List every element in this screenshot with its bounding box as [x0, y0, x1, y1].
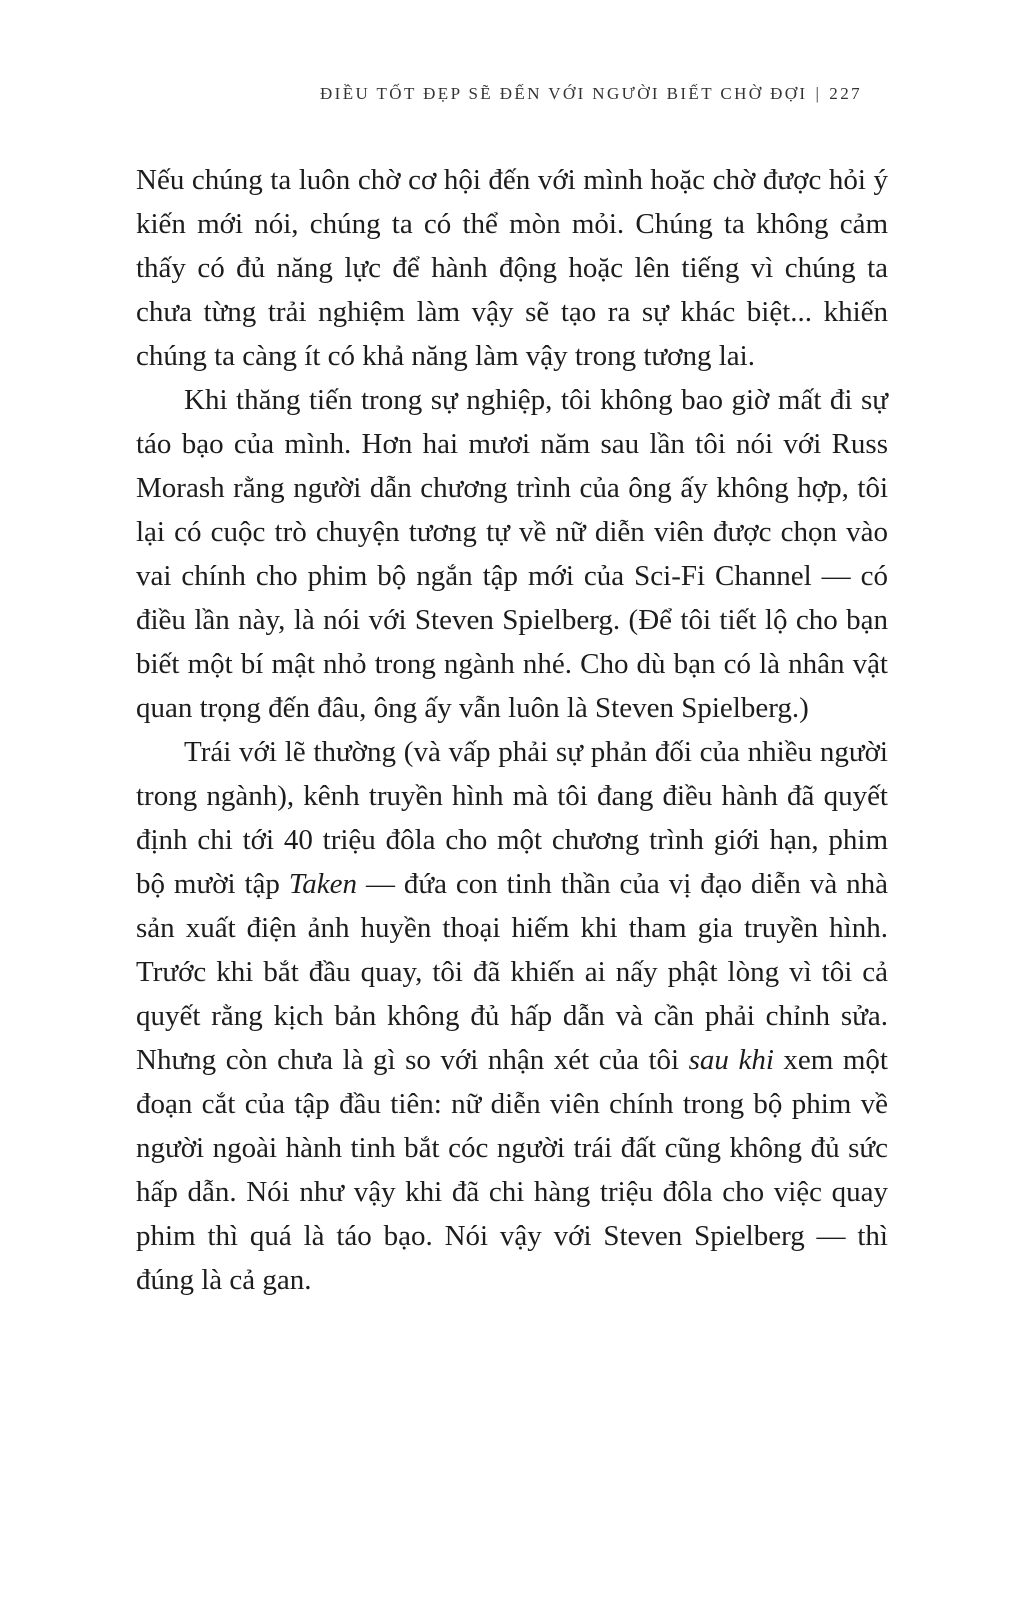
paragraph-3-text-3: xem một đoạn cắt của tập đầu tiên: nữ diễn viên chính trong bộ phim về người ngoài hành tinh bắt cóc người trái đất cũng không đủ sức hấp dẫn. Nói như vậy khi đã chi hàng triệu đôla cho việc quay phim thì quá là táo bạo. Nói vậy với Steven Spielberg — thì đúng là cả gan. [136, 1044, 888, 1296]
paragraph-2: Khi thăng tiến trong sự nghiệp, tôi không bao giờ mất đi sự táo bạo của mình. Hơn hai mươi năm sau lần tôi nói với Russ Morash rằng người dẫn chương trình của ông ấy không hợp, tôi lại có cuộc trò chuyện tương tự về nữ diễn viên được chọn vào vai chính cho phim bộ ngắn tập mới của Sci-Fi Channel — có điều lần này, là nói với Steven Spielberg. (Để tôi tiết lộ cho bạn biết một bí mật nhỏ trong ngành nhé. Cho dù bạn có là nhân vật quan trọng đến đâu, ông ấy vẫn luôn là Steven Spielberg.) [136, 384, 888, 724]
italic-series-title: Taken [288, 868, 358, 900]
page-body [136, 158, 888, 1302]
paragraph-1: Nếu chúng ta luôn chờ cơ hội đến với mình hoặc chờ được hỏi ý kiến mới nói, chúng ta có thể mòn mỏi. Chúng ta không cảm thấy có đủ năng lực để hành động hoặc lên tiếng vì chúng ta chưa từng trải nghiệm làm vậy sẽ tạo ra sự khác biệt... khiến chúng ta càng ít có khả năng làm vậy trong tương lai. [136, 164, 888, 372]
header-separator: | [815, 84, 822, 103]
paragraph-3-text-1: Trái với lẽ thường (và vấp phải sự phản đối của nhiều người trong ngành), kênh truyền hình mà tôi đang điều hành đã quyết định chi tới 40 triệu đôla cho một chương trình giới hạn, phim bộ mười tập [136, 736, 888, 900]
chapter-title: ĐIỀU TỐT ĐẸP SẼ ĐẾN VỚI NGƯỜI BIẾT CHỜ ĐỢI [319, 84, 808, 103]
paragraph-3 [136, 730, 888, 1302]
running-head [136, 84, 888, 104]
italic-phrase: sau khi [688, 1044, 774, 1076]
page-number: 227 [829, 84, 862, 103]
paragraph-3-text-2: — đứa con tinh thần của vị đạo diễn và nhà sản xuất điện ảnh huyền thoại hiếm khi tham gia truyền hình. Trước khi bắt đầu quay, tôi đã khiến ai nấy phật lòng vì tôi cả quyết rằng kịch bản không đủ hấp dẫn và cần phải chỉnh sửa. Nhưng còn chưa là gì so với nhận xét của tôi [136, 868, 888, 1076]
